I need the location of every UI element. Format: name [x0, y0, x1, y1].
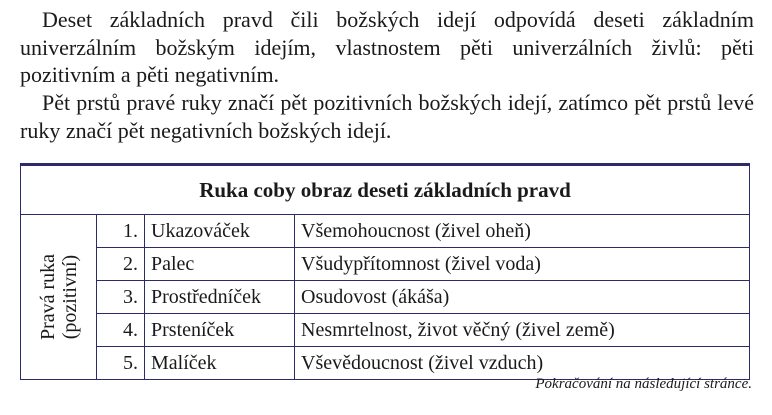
- table-row: [21, 281, 750, 314]
- row-number: 4.: [97, 314, 145, 347]
- row-number: 2.: [97, 248, 145, 281]
- side-label-cell: [21, 215, 97, 380]
- finger-name: Prsteníček: [145, 314, 295, 347]
- row-number: 5.: [97, 347, 145, 380]
- side-label: [37, 254, 81, 340]
- paragraph-intro: Deset základních pravd čili božských idejí odpovídá deseti základním univerzálním božským idejím, vlastnostem pěti univerzálních živlů: pěti pozitivním a pěti negativním.: [20, 7, 754, 87]
- truth-name: Všudypřítomnost (živel voda): [295, 248, 750, 281]
- finger-name: Malíček: [145, 347, 295, 380]
- truth-name: Nesmrtelnost, život věčný (živel země): [295, 314, 750, 347]
- truths-table: [20, 163, 750, 380]
- table-row: [21, 347, 750, 380]
- side-label-hand: Pravá ruka: [36, 253, 59, 341]
- table-row: [21, 314, 750, 347]
- truth-name: Vševědoucnost (živel vzduch): [295, 347, 750, 380]
- table-header-row: [21, 165, 750, 215]
- continuation-note: Pokračování na následující stránce.: [535, 376, 752, 392]
- row-number: 3.: [97, 281, 145, 314]
- truth-name: Osudovost (ákáša): [295, 281, 750, 314]
- finger-name: Palec: [145, 248, 295, 281]
- row-number: 1.: [97, 215, 145, 248]
- table-title: Ruka coby obraz deseti základních pravd: [21, 165, 750, 215]
- finger-name: Ukazováček: [145, 215, 295, 248]
- truth-name: Všemohoucnost (živel oheň): [295, 215, 750, 248]
- table-row: [21, 215, 750, 248]
- side-label-polarity: (pozitivní): [58, 254, 81, 340]
- paragraph-fingers: Pět prstů pravé ruky značí pět pozitivních božských idejí, zatímco pět prstů levé ruky značí pět negativních božských idejí.: [20, 90, 754, 143]
- table-row: [21, 248, 750, 281]
- finger-name: Prostředníček: [145, 281, 295, 314]
